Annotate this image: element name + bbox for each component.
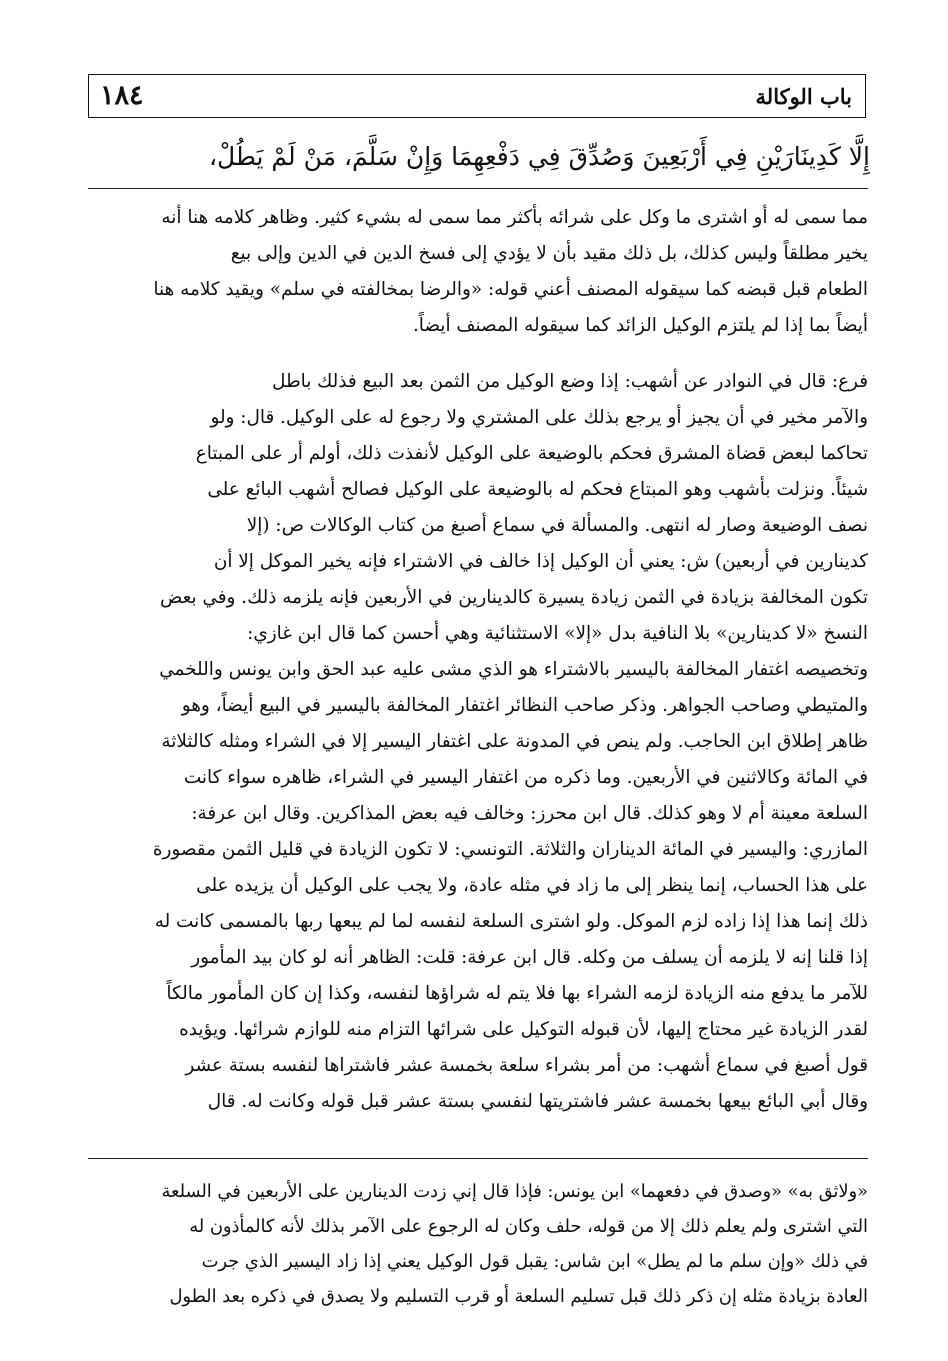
footnote-divider bbox=[88, 1158, 868, 1159]
commentary-line: على هذا الحساب، إنما ينظر إلى ما زاد في مثله عادة، ولا يجب على الوكيل أن يزيده على bbox=[196, 875, 868, 896]
commentary-line: إذا قلنا إنه لا يلزمه أن يسلف من وكله. قال ابن عرفة: قلت: الظاهر أنه لو كان بيد المأمور bbox=[191, 947, 868, 968]
commentary-line: شيئاً. ونزلت بأشهب وهو المبتاع فحكم له بالوضيعة على الوكيل فصالح أشهب البائع على bbox=[207, 479, 868, 500]
commentary-line: فرع: قال في النوادر عن أشهب: إذا وضع الوكيل من الثمن بعد البيع فذلك باطل bbox=[272, 371, 868, 392]
commentary-line: النسخ «لا كدينارين» بلا النافية بدل «إلا» الاستثنائية وهي أحسن كما قال ابن غازي: bbox=[247, 623, 868, 644]
main-text-line: إِلَّا كَدِينَارَيْنِ فِي أَرْبَعِينَ وَصُدِّقَ فِي دَفْعِهِمَا وَإِنْ سَلَّمَ، مَنْ لَمْ يَطُلْ، bbox=[208, 142, 870, 171]
commentary-line: الطعام قبل قبضه كما سيقوله المصنف أعني قوله: «والرضا بمخالفته في سلم» ويقيد كلامه هنا bbox=[153, 279, 868, 300]
commentary-line: تحاكما لبعض قضاة المشرق فحكم بالوضيعة على الوكيل لأنفذت ذلك، أولم أر على المبتاع bbox=[195, 443, 868, 464]
commentary-line: للآمر ما يدفع منه الزيادة لزمه الشراء بها فلا يتم له شراؤها لنفسه، وكذا إن كان المأمور مالكاً bbox=[166, 983, 868, 1004]
commentary-line: ذلك إنما هذا إذا زاده لزم الموكل. ولو اشترى السلعة لنفسه لما لم يبعها ربها بالمسمى كانت له bbox=[154, 911, 868, 932]
footnote-line: «ولاثق به» «وصدق في دفعهما» ابن يونس: فإذا قال إني زدت الدينارين على الأربعين في السلعة bbox=[161, 1181, 868, 1202]
commentary-line: قول أصبغ في سماع أشهب: من أمر بشراء سلعة بخمسة عشر فاشتراها لنفسه بستة عشر bbox=[185, 1055, 868, 1076]
commentary-line: تكون المخالفة بزيادة في الثمن زيادة يسيرة كالدينارين في الأربعين فإنه يلزمه ذلك. وفي بعض bbox=[160, 587, 868, 608]
commentary-line: ظاهر إطلاق ابن الحاجب. ولم ينص في المدونة على اغتفار اليسير إلا في الشراء ومثله كالثلاثة bbox=[161, 731, 868, 752]
commentary-line: والمتيطي وصاحب الجواهر. وذكر صاحب النظائر اغتفار المخالفة باليسير في البيع أيضاً، وهو bbox=[181, 695, 868, 716]
footnote-line: في ذلك «وإن سلم ما لم يطل» ابن شاس: يقبل قول الوكيل يعني إذا زاد اليسير الذي جرت bbox=[201, 1251, 868, 1272]
commentary-line: السلعة معينة أم لا وهو كذلك. قال ابن محرز: وخالف فيه بعض المذاكرين. وقال ابن عرفة: bbox=[191, 803, 868, 824]
main-text-divider bbox=[88, 188, 868, 189]
commentary-line: نصف الوضيعة وصار له انتهى. والمسألة في سماع أصبغ من كتاب الوكالات ص: (إلا bbox=[246, 515, 868, 536]
commentary-line: المازري: واليسير في المائة الديناران والثلاثة. التونسي: لا تكون الزيادة في قليل الثمن مقصورة bbox=[152, 839, 868, 860]
commentary-line: في المائة وكالاثنين في الأربعين. وما ذكره من اغتفار اليسير في الشراء، ظاهره سواء كانت bbox=[183, 767, 868, 788]
commentary-line: كدينارين في أربعين) ش: يعني أن الوكيل إذا خالف في الاشتراء فإنه يخير الموكل إلا أن bbox=[213, 551, 868, 572]
footnote-line: العادة بزيادة مثله إن ذكر ذلك قبل تسليم السلعة أو قرب التسليم ولا يصدق في ذكره بعد الطول bbox=[169, 1286, 868, 1307]
commentary-line: مما سمى له أو اشترى ما وكل على شرائه بأكثر مما سمى له بشيء كثير. وظاهر كلامه هنا أنه bbox=[161, 207, 868, 228]
commentary-line: والآمر مخير في أن يجيز أو يرجع بذلك على المشتري ولا رجوع له على الوكيل. قال: ولو bbox=[210, 407, 868, 428]
page-number: ١٨٤ bbox=[100, 80, 144, 111]
commentary-line: أيضاً بما إذا لم يلتزم الوكيل الزائد كما سيقوله المصنف أيضاً. bbox=[412, 315, 868, 336]
chapter-title: باب الوكالة bbox=[755, 84, 852, 109]
commentary-line: وقال أبي البائع بيعها بخمسة عشر فاشتريتها لنفسي بستة عشر قبل قوله وكانت له. قال bbox=[207, 1091, 868, 1112]
commentary-line: يخير مطلقاً وليس كذلك، بل ذلك مقيد بأن لا يؤدي إلى فسخ الدين في الدين وإلى بيع bbox=[230, 243, 868, 264]
commentary-line: وتخصيصه اغتفار المخالفة باليسير بالاشتراء هو الذي مشى عليه عبد الحق وابن يونس واللخمي bbox=[159, 659, 868, 680]
footnote-line: التي اشترى ولم يعلم ذلك إلا من قوله، حلف وكان له الرجوع على الآمر بذلك لأنه كالمأذون له bbox=[189, 1216, 868, 1237]
commentary-line: لقدر الزيادة غير محتاج إليها، لأن قبوله التوكيل على شرائها التزام منه للوازم شرائها. ويؤيده bbox=[179, 1019, 868, 1040]
